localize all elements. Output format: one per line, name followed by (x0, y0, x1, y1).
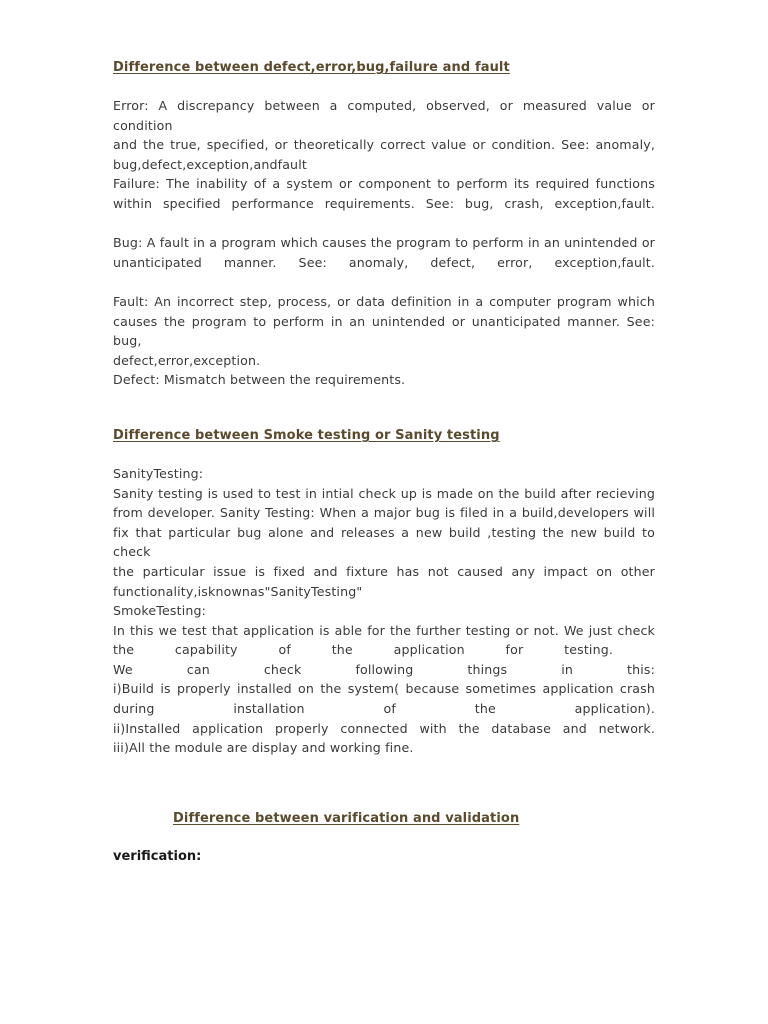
paragraph-line: Defect: Mismatch between the requirements. (113, 372, 406, 387)
paragraph-line: Fault: An incorrect step, process, or data definition in a computer program which (113, 294, 655, 309)
paragraph-line: Sanity testing is used to test in intial check up is made on the build after recieving (113, 485, 655, 501)
paragraph-line: functionality,isknownas"SanityTesting" (113, 583, 363, 599)
paragraph-line: causes the program to perform in an unintended or unanticipated manner. See: bug, (113, 313, 655, 349)
section-heading-verification-validation: Difference between varification and validation (173, 811, 520, 826)
paragraph-line: Error: A discrepancy between a computed, observed, or measured value or condition (113, 98, 655, 133)
paragraph-failure (113, 174, 655, 213)
paragraph-line: the capability of the application for testing. (113, 642, 613, 658)
paragraph-label: SanityTesting: (113, 466, 204, 481)
paragraph-line: Bug: A fault in a program which causes the program to perform in an unintended or (113, 235, 655, 250)
paragraph-sanity-testing (113, 464, 655, 601)
paragraph-bug (113, 233, 655, 272)
section-heading-smoke-sanity: Difference between Smoke testing or Sanity testing (113, 428, 500, 443)
paragraph-line: fix that particular bug alone and releases a new build ,testing the new build to check (113, 524, 655, 560)
paragraph-smoke-testing (113, 601, 655, 758)
paragraph-line: from developer. Sanity Testing: When a major bug is filed in a build,developers will (113, 505, 655, 521)
paragraph-label: SmokeTesting: (113, 603, 207, 618)
section-heading-defect-error-bug: Difference between defect,error,bug,failure and fault (113, 60, 510, 75)
paragraph-line: during installation of the application). (113, 700, 655, 716)
paragraph-line: unanticipated manner. See: anomaly, defect, error, exception,fault. (113, 254, 655, 270)
paragraph-error (113, 96, 655, 174)
verification-label: verification: (113, 849, 202, 864)
paragraph-fault (113, 292, 655, 370)
paragraph-line: within specified performance requirements. See: bug, crash, exception,fault. (113, 195, 655, 211)
paragraph-line: the particular issue is fixed and fixture has not caused any impact on other (113, 563, 655, 579)
paragraph-line: i)Build is properly installed on the system( because sometimes application crash (113, 681, 655, 697)
paragraph-line: Failure: The inability of a system or component to perform its required functions (113, 176, 655, 191)
paragraph-line: ii)Installed application properly connected with the database and network. (113, 720, 655, 736)
paragraph-defect (113, 370, 655, 390)
paragraph-line: defect,error,exception. (113, 352, 261, 368)
paragraph-line: bug,defect,exception,andfault (113, 156, 307, 172)
paragraph-line: iii)All the module are display and working fine. (113, 740, 414, 756)
paragraph-line: We can check following things in this: (113, 661, 655, 677)
paragraph-line: In this we test that application is able for the further testing or not. We just check (113, 622, 655, 638)
paragraph-line: and the true, specified, or theoretically correct value or condition. See: anomaly, (113, 137, 655, 153)
